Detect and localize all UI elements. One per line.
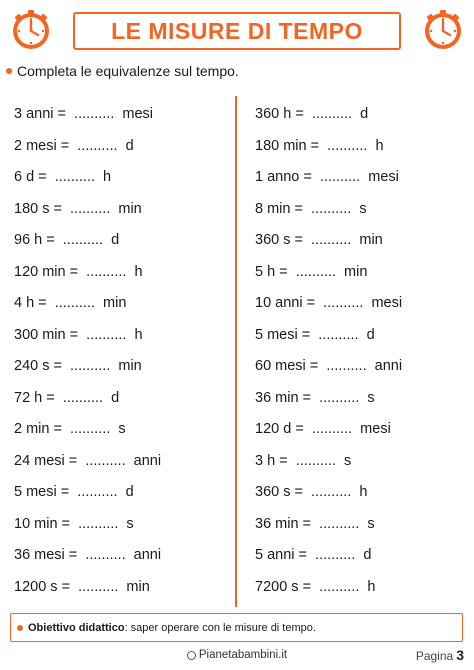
column-divider — [235, 96, 237, 607]
exercise-item: 240 s = .......... min — [14, 358, 142, 374]
exercise-item: 120 min = .......... h — [14, 263, 143, 280]
right-exercise-column — [255, 104, 402, 608]
exercise-item: 120 d = .......... mesi — [255, 421, 391, 437]
instruction-text: Completa le equivalenze sul tempo. — [17, 63, 239, 79]
exercise-item: 360 s = .......... h — [255, 484, 368, 500]
exercise-item: 7200 s = .......... h — [255, 578, 376, 595]
clock-icon — [422, 9, 464, 51]
exercise-item: 36 min = .......... s — [255, 389, 375, 406]
brand-logo-icon — [187, 651, 196, 660]
exercise-item: 5 mesi = .......... d — [255, 326, 375, 343]
exercise-item: 1 anno = .......... mesi — [255, 169, 399, 185]
exercise-item: 5 h = .......... min — [255, 263, 368, 280]
exercise-item: 180 min = .......... h — [255, 137, 384, 154]
exercise-item: 8 min = .......... s — [255, 200, 367, 217]
exercise-item: 2 mesi = .......... d — [14, 137, 134, 154]
exercise-item: 36 mesi = .......... anni — [14, 547, 162, 563]
exercise-item: 1200 s = .......... min — [14, 578, 150, 595]
exercise-item: 10 anni = .......... mesi — [255, 295, 403, 311]
page-number — [416, 647, 464, 663]
left-exercise-column — [14, 104, 161, 608]
exercise-item: 360 s = .......... min — [255, 232, 383, 248]
exercise-item: 72 h = .......... d — [14, 389, 120, 406]
clock-icon — [10, 9, 52, 51]
exercise-item: 180 s = .......... min — [14, 200, 142, 217]
brand-name: Pianetabambini.it — [198, 649, 288, 661]
bullet-icon — [17, 625, 23, 631]
exercise-item: 36 min = .......... s — [255, 515, 375, 532]
exercise-item: 6 d = .......... h — [14, 169, 112, 185]
exercise-item: 24 mesi = .......... anni — [14, 452, 162, 469]
exercise-item: 5 mesi = .......... d — [14, 484, 134, 500]
page-number-value: 3 — [456, 647, 464, 663]
page-label: Pagina — [415, 649, 454, 663]
exercise-item: 300 min = .......... h — [14, 326, 143, 343]
objective-text: : saper operare con le misure di tempo. — [124, 621, 316, 634]
exercise-item: 96 h = .......... d — [14, 232, 120, 248]
footer-brand — [0, 649, 474, 661]
bullet-icon — [6, 68, 12, 74]
exercise-item: 60 mesi = .......... anni — [255, 358, 403, 374]
objective-box — [10, 613, 463, 642]
exercise-item: 4 h = .......... min — [14, 295, 127, 311]
exercise-item: 5 anni = .......... d — [255, 547, 372, 563]
objective-label: Obiettivo didattico — [28, 621, 125, 634]
exercise-item: 2 min = .......... s — [14, 421, 126, 437]
page-title-box — [73, 12, 401, 50]
exercise-item: 3 anni = .......... mesi — [14, 106, 154, 122]
exercise-item: 10 min = .......... s — [14, 515, 134, 532]
instruction — [6, 63, 239, 79]
page-title: LE MISURE DI TEMPO — [111, 17, 363, 44]
exercise-item: 360 h = .......... d — [255, 106, 369, 122]
exercise-item: 3 h = .......... s — [255, 452, 352, 469]
